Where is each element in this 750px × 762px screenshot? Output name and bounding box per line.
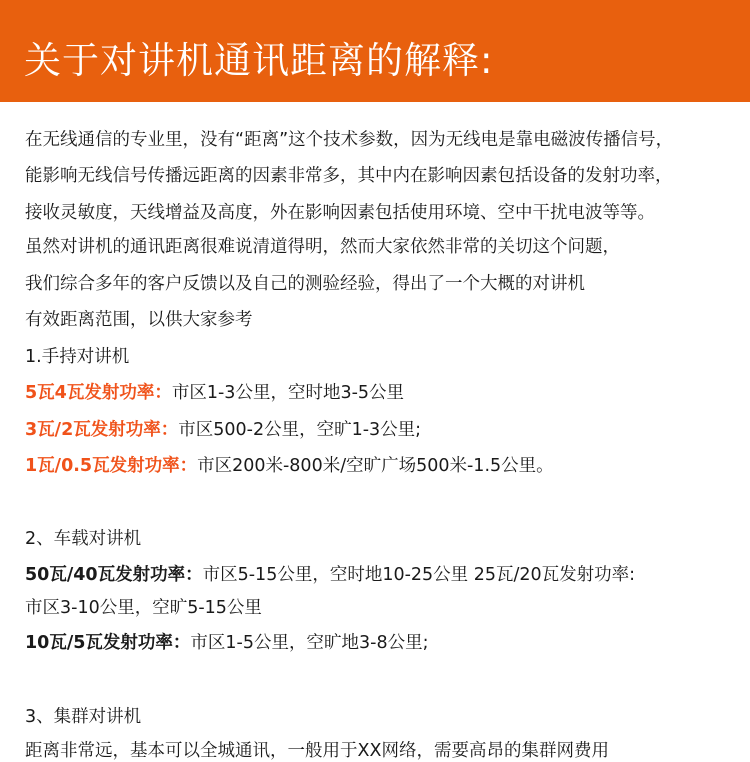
section-heading-vehicle: 2、车载对讲机 [25,529,142,549]
page-title: 关于对讲机通讯距离的解释: [24,39,494,82]
spec-label: 1瓦/0.5瓦发射功率： [25,456,198,476]
section-heading-handheld: 1.手持对讲机 [25,347,130,367]
intro-line: 能影响无线信号传播远距离的因素非常多，其中内在影响因素包括设备的发射功率， [25,166,673,186]
spec-line [25,455,554,477]
spec-label: 5瓦4瓦发射功率： [25,383,172,403]
spec-line [25,564,635,586]
spec-label: 10瓦/5瓦发射功率： [25,633,191,653]
section-heading-trunking: 3、集群对讲机 [25,707,142,727]
spec-text: 市区5-15公里，空时地10-25公里 25瓦/20瓦发射功率: [202,565,636,585]
trunking-text: 距离非常远，基本可以全城通讯，一般用于XX网络，需要高昂的集群网费用 [25,741,609,761]
spec-text: 市区1-5公里，空旷地3-8公里; [190,633,429,653]
spec-line [25,632,428,654]
spec-line [25,419,421,441]
intro-line: 有效距离范围，以供大家参考 [25,310,253,330]
intro-line: 在无线通信的专业里，没有“距离”这个技术参数，因为无线电是靠电磁波传播信号， [25,130,674,150]
header-banner [0,0,750,102]
spec-text: 市区3-10公里，空旷5-15公里 [25,598,262,618]
spec-line [25,382,404,404]
spec-line [25,597,262,619]
spec-label: 3瓦/2瓦发射功率： [25,420,179,440]
spec-text: 市区500-2公里，空旷1-3公里; [178,420,422,440]
intro-line: 接收灵敏度，天线增益及高度，外在影响因素包括使用环境、空中干扰电波等等。 [25,203,655,223]
spec-text: 市区200米-800米/空旷广场500米-1.5公里。 [197,456,554,476]
spec-label: 50瓦/40瓦发射功率： [25,565,203,585]
intro-line: 我们综合多年的客户反馈以及自己的测验经验，得出了一个大概的对讲机 [25,274,585,294]
intro-line: 虽然对讲机的通讯距离很难说清道得明，然而大家依然非常的关切这个问题， [25,237,620,257]
spec-text: 市区1-3公里，空时地3-5公里 [171,383,405,403]
